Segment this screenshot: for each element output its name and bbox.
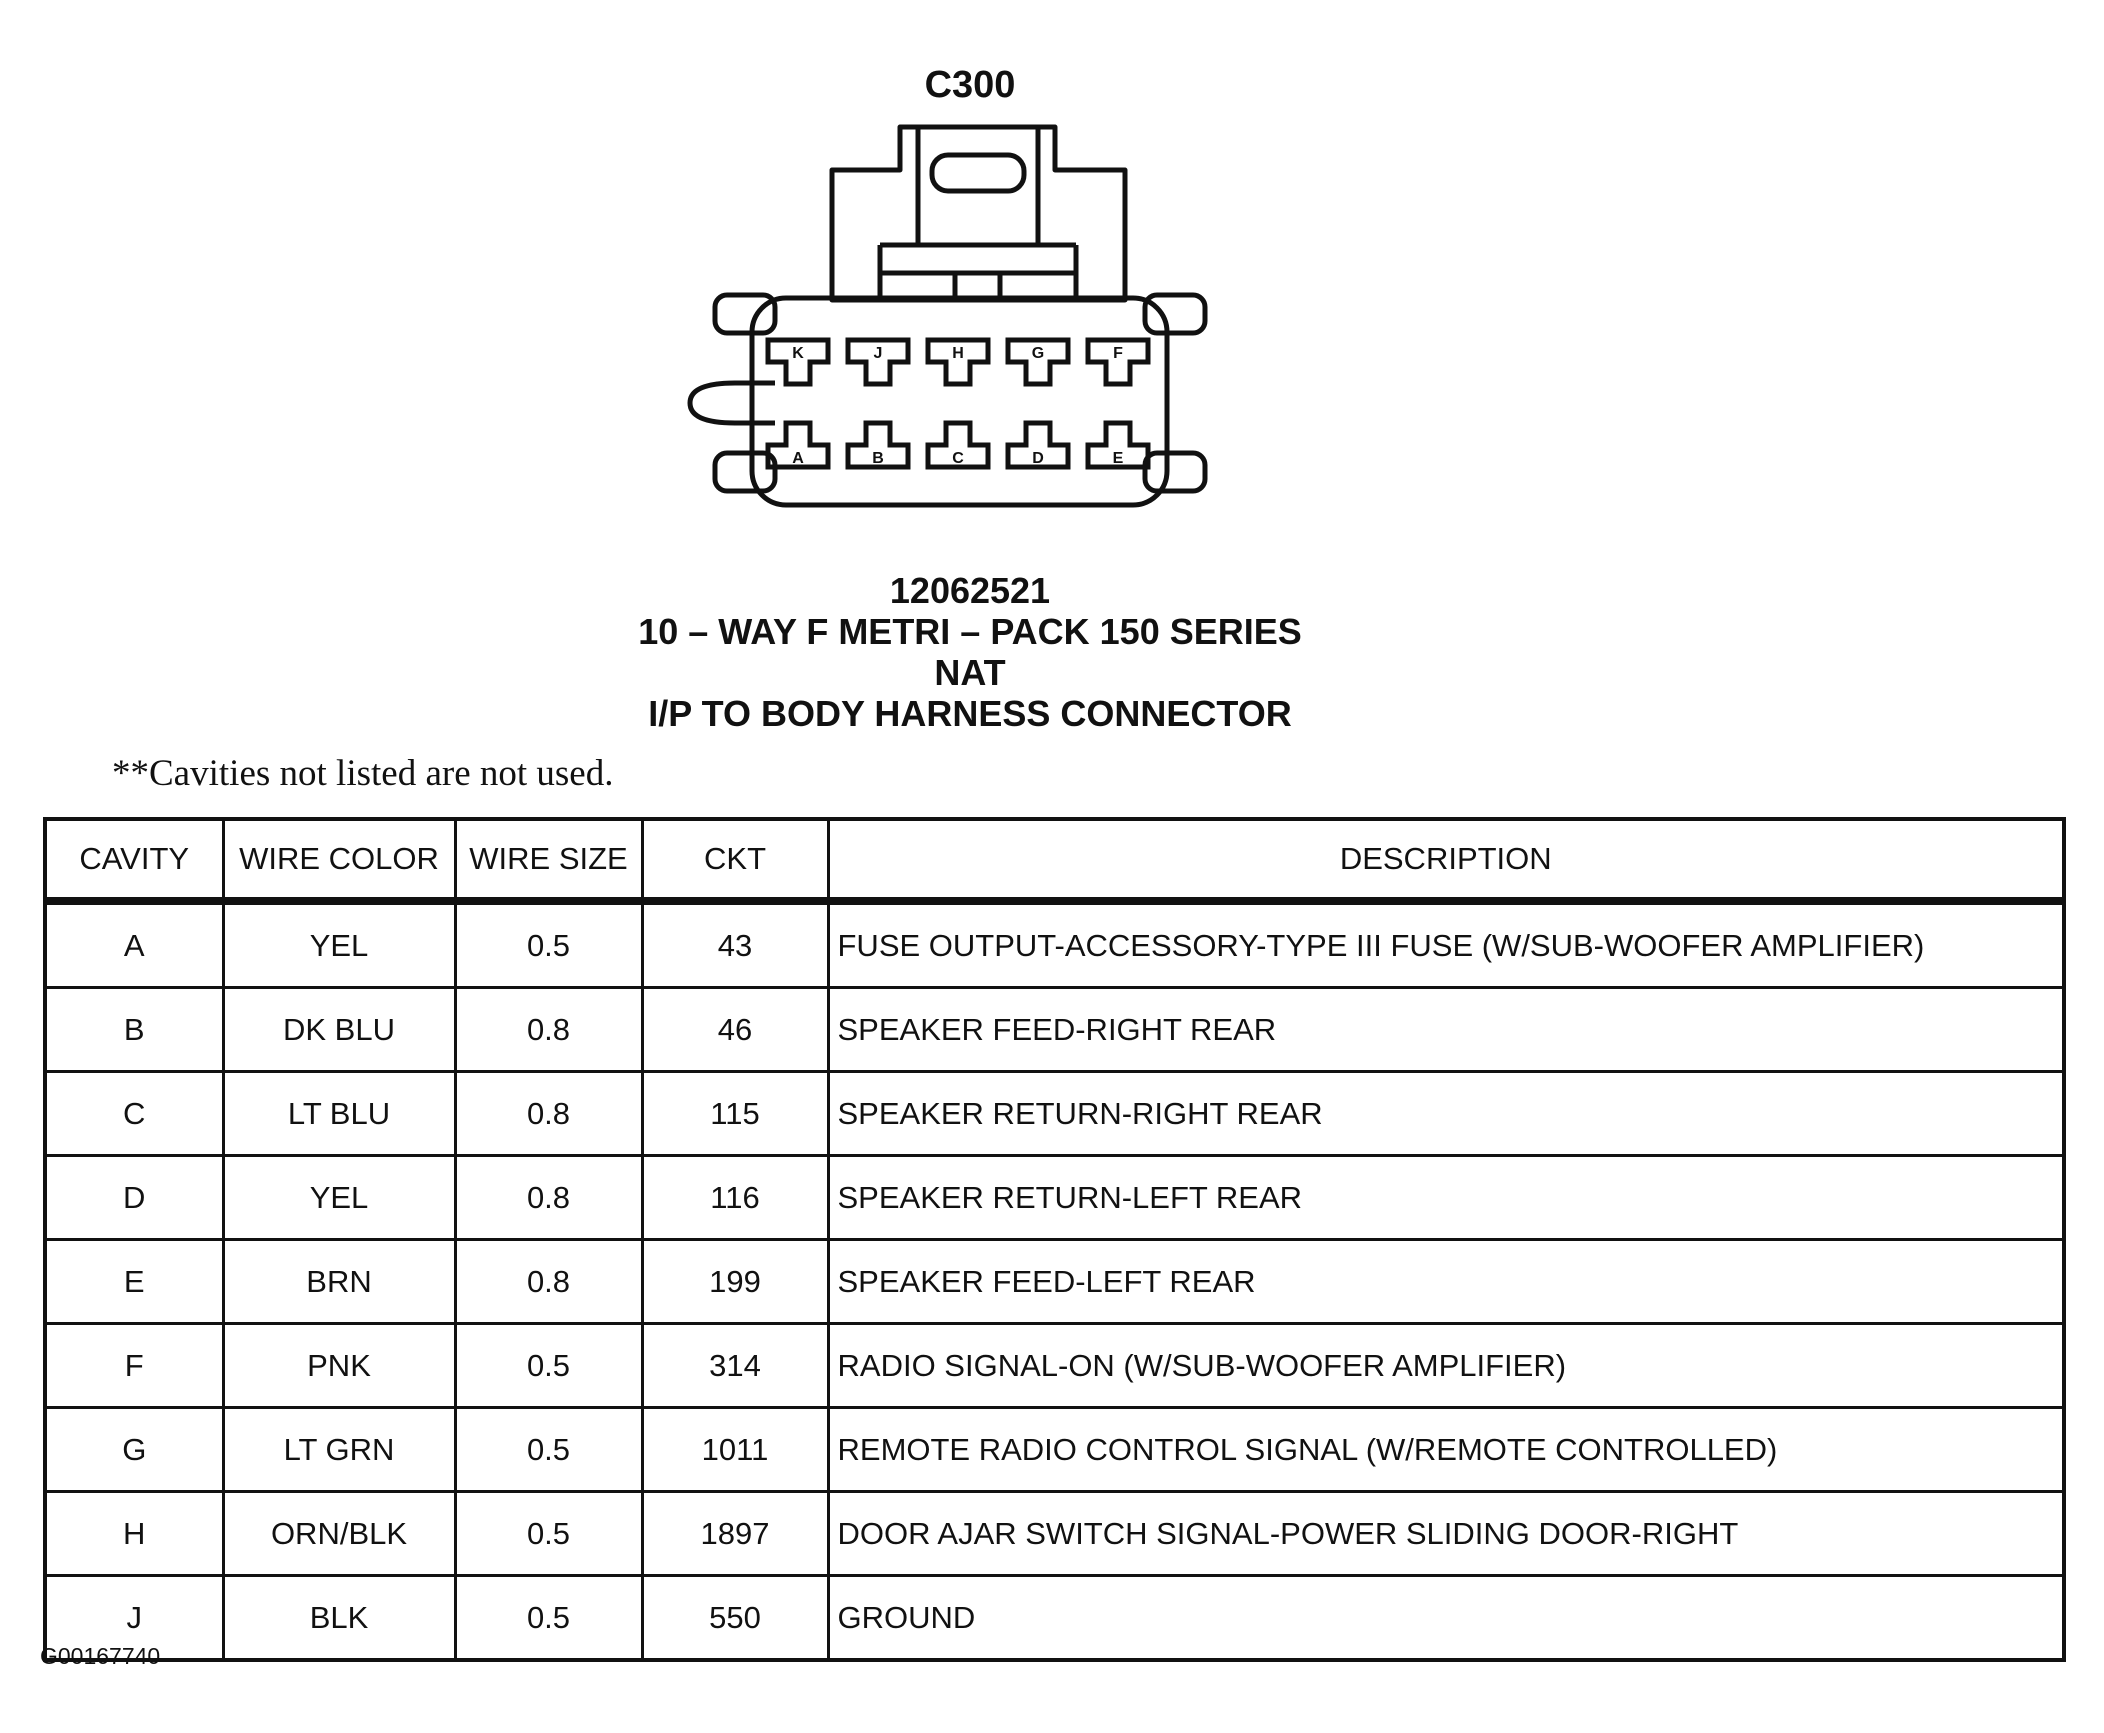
connector-name: C300	[924, 64, 1016, 106]
left-rail-top	[715, 295, 775, 333]
cell-ckt: 43	[642, 901, 828, 988]
cell-cavity: D	[45, 1156, 223, 1240]
cell-description: FUSE OUTPUT-ACCESSORY-TYPE III FUSE (W/SUB-WOOFER AMPLIFIER)	[828, 901, 2064, 988]
header-wire-color: WIRE COLOR	[223, 819, 455, 901]
cavity-label-e: E	[1112, 450, 1124, 467]
cell-wire-size: 0.5	[455, 1408, 642, 1492]
cell-cavity: J	[45, 1576, 223, 1661]
cell-ckt: 314	[642, 1324, 828, 1408]
cell-wire-size: 0.5	[455, 901, 642, 988]
header-wire-size: WIRE SIZE	[455, 819, 642, 901]
cell-wire-color: ORN/BLK	[223, 1492, 455, 1576]
table-row	[45, 1324, 2064, 1408]
cell-wire-size: 0.8	[455, 988, 642, 1072]
cell-wire-color: YEL	[223, 1156, 455, 1240]
side-latch	[690, 383, 775, 423]
cell-description: RADIO SIGNAL-ON (W/SUB-WOOFER AMPLIFIER)	[828, 1324, 2064, 1408]
table-row	[45, 1240, 2064, 1324]
cell-wire-color: LT BLU	[223, 1072, 455, 1156]
cell-ckt: 115	[642, 1072, 828, 1156]
pinout-table	[43, 817, 2066, 1662]
cavity-label-d: D	[1032, 450, 1044, 467]
cell-wire-size: 0.8	[455, 1156, 642, 1240]
cell-ckt: 199	[642, 1240, 828, 1324]
table-row	[45, 1492, 2064, 1576]
cell-description: SPEAKER FEED-RIGHT REAR	[828, 988, 2064, 1072]
table-row	[45, 901, 2064, 988]
cell-ckt: 1011	[642, 1408, 828, 1492]
cell-wire-color: BLK	[223, 1576, 455, 1661]
cavity-label-h: H	[952, 345, 964, 362]
cell-cavity: H	[45, 1492, 223, 1576]
right-rail-bottom	[1145, 453, 1205, 491]
cell-description: SPEAKER RETURN-RIGHT REAR	[828, 1072, 2064, 1156]
cell-description: SPEAKER RETURN-LEFT REAR	[828, 1156, 2064, 1240]
table-row	[45, 1156, 2064, 1240]
connector-color: NAT	[934, 652, 1006, 693]
connector-body	[752, 298, 1167, 505]
cell-wire-color: DK BLU	[223, 988, 455, 1072]
cell-description: SPEAKER FEED-LEFT REAR	[828, 1240, 2064, 1324]
latch-slot	[932, 155, 1024, 191]
connector-face-diagram	[680, 115, 1240, 535]
cell-ckt: 46	[642, 988, 828, 1072]
table-header-row	[45, 819, 2064, 901]
cell-wire-size: 0.5	[455, 1492, 642, 1576]
header-ckt: CKT	[642, 819, 828, 901]
header-cavity: CAVITY	[45, 819, 223, 901]
cell-cavity: G	[45, 1408, 223, 1492]
table-row	[45, 1576, 2064, 1661]
cavity-label-j: J	[873, 345, 883, 362]
cell-cavity: F	[45, 1324, 223, 1408]
cell-ckt: 116	[642, 1156, 828, 1240]
table-row	[45, 1408, 2064, 1492]
cell-cavity: A	[45, 901, 223, 988]
figure-id: G00167740	[40, 1643, 161, 1669]
cell-description: REMOTE RADIO CONTROL SIGNAL (W/REMOTE CONTROLLED)	[828, 1408, 2064, 1492]
cell-description: DOOR AJAR SWITCH SIGNAL-POWER SLIDING DOOR-RIGHT	[828, 1492, 2064, 1576]
connector-description: I/P TO BODY HARNESS CONNECTOR	[648, 693, 1292, 734]
table-row	[45, 1072, 2064, 1156]
cell-cavity: B	[45, 988, 223, 1072]
cell-wire-color: LT GRN	[223, 1408, 455, 1492]
cavity-label-f: F	[1113, 345, 1123, 362]
cell-wire-color: YEL	[223, 901, 455, 988]
cell-wire-color: PNK	[223, 1324, 455, 1408]
cell-ckt: 550	[642, 1576, 828, 1661]
cavity-label-a: A	[792, 450, 804, 467]
header-description: DESCRIPTION	[828, 819, 2064, 901]
cell-cavity: E	[45, 1240, 223, 1324]
cell-wire-size: 0.5	[455, 1324, 642, 1408]
connector-type: 10 – WAY F METRI – PACK 150 SERIES	[638, 611, 1302, 652]
cavity-label-k: K	[792, 345, 804, 362]
cell-ckt: 1897	[642, 1492, 828, 1576]
cavity-label-g: G	[1031, 345, 1045, 362]
cavity-label-b: B	[872, 450, 884, 467]
cell-description: GROUND	[828, 1576, 2064, 1661]
table-row	[45, 988, 2064, 1072]
cell-cavity: C	[45, 1072, 223, 1156]
cell-wire-size: 0.8	[455, 1072, 642, 1156]
cell-wire-size: 0.8	[455, 1240, 642, 1324]
cell-wire-size: 0.5	[455, 1576, 642, 1661]
right-rail-top	[1145, 295, 1205, 333]
cell-wire-color: BRN	[223, 1240, 455, 1324]
part-number: 12062521	[889, 570, 1051, 611]
cavity-label-c: C	[952, 450, 964, 467]
unused-cavities-note: **Cavities not listed are not used.	[112, 753, 614, 794]
